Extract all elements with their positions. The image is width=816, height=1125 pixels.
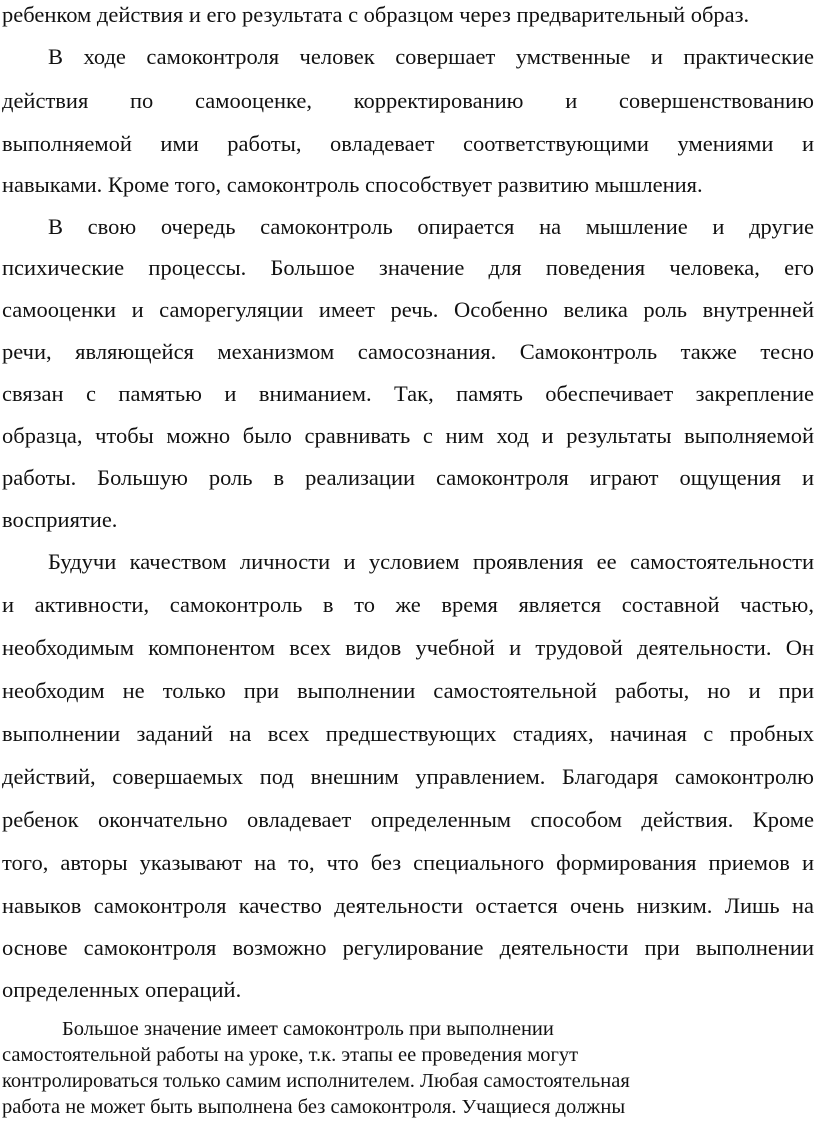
text-line: выполнении заданий на всех предшествующих стадиях, начиная с пробных xyxy=(2,721,814,746)
text-line: основе самоконтроля возможно регулирование деятельности при выполнении xyxy=(2,935,814,960)
text-line: работы. Большую роль в реализации самоконтроля играют ощущения и xyxy=(2,465,814,490)
text-line: самооценки и саморегуляции имеет речь. Особенно велика роль внутренней xyxy=(2,297,814,322)
text-line: необходим не только при выполнении самостоятельной работы, но и при xyxy=(2,678,814,703)
text-line: и активности, самоконтроль в то же время является составной частью, xyxy=(2,592,814,617)
text-line: того, авторы указывают на то, что без специального формирования приемов и xyxy=(2,850,814,875)
text-line: психические процессы. Большое значение для поведения человека, его xyxy=(2,255,814,280)
text-line: речи, являющейся механизмом самосознания. Самоконтроль также тесно xyxy=(2,339,814,364)
text-line: действия по самооценке, корректированию и совершенствованию xyxy=(2,88,814,113)
text-line: связан с памятью и вниманием. Так, память обеспечивает закрепление xyxy=(2,381,814,406)
text-line: необходимым компонентом всех видов учебной и трудовой деятельности. Он xyxy=(2,635,814,660)
text-line: ребенок окончательно овладевает определенным способом действия. Кроме xyxy=(2,807,814,832)
text-line: навыков самоконтроля качество деятельности остается очень низким. Лишь на xyxy=(2,893,814,918)
text-line: определенных операций. xyxy=(2,977,242,1002)
text-line: В свою очередь самоконтроль опирается на мышление и другие xyxy=(48,214,814,239)
text-line: ребенком действия и его результата с образцом через предварительный образ. xyxy=(2,2,750,27)
text-line: В ходе самоконтроля человек совершает умственные и практические xyxy=(48,44,814,69)
text-line: работа не может быть выполнена без самоконтроля. Учащиеся должны xyxy=(2,1096,626,1118)
text-line: навыками. Кроме того, самоконтроль способствует развитию мышления. xyxy=(2,172,703,197)
text-line: контролироваться только самим исполнителем. Любая самостоятельная xyxy=(2,1070,630,1092)
text-line: самостоятельной работы на уроке, т.к. этапы ее проведения могут xyxy=(2,1044,579,1066)
text-line: восприятие. xyxy=(2,507,118,532)
text-line: образца, чтобы можно было сравнивать с ним ход и результаты выполняемой xyxy=(2,423,814,448)
text-line: действий, совершаемых под внешним управлением. Благодаря самоконтролю xyxy=(2,764,814,789)
text-line: Большое значение имеет самоконтроль при выполнении xyxy=(62,1018,554,1040)
text-line: Будучи качеством личности и условием проявления ее самостоятельности xyxy=(48,549,814,574)
text-line: выполняемой ими работы, овладевает соответствующими умениями и xyxy=(2,131,814,156)
